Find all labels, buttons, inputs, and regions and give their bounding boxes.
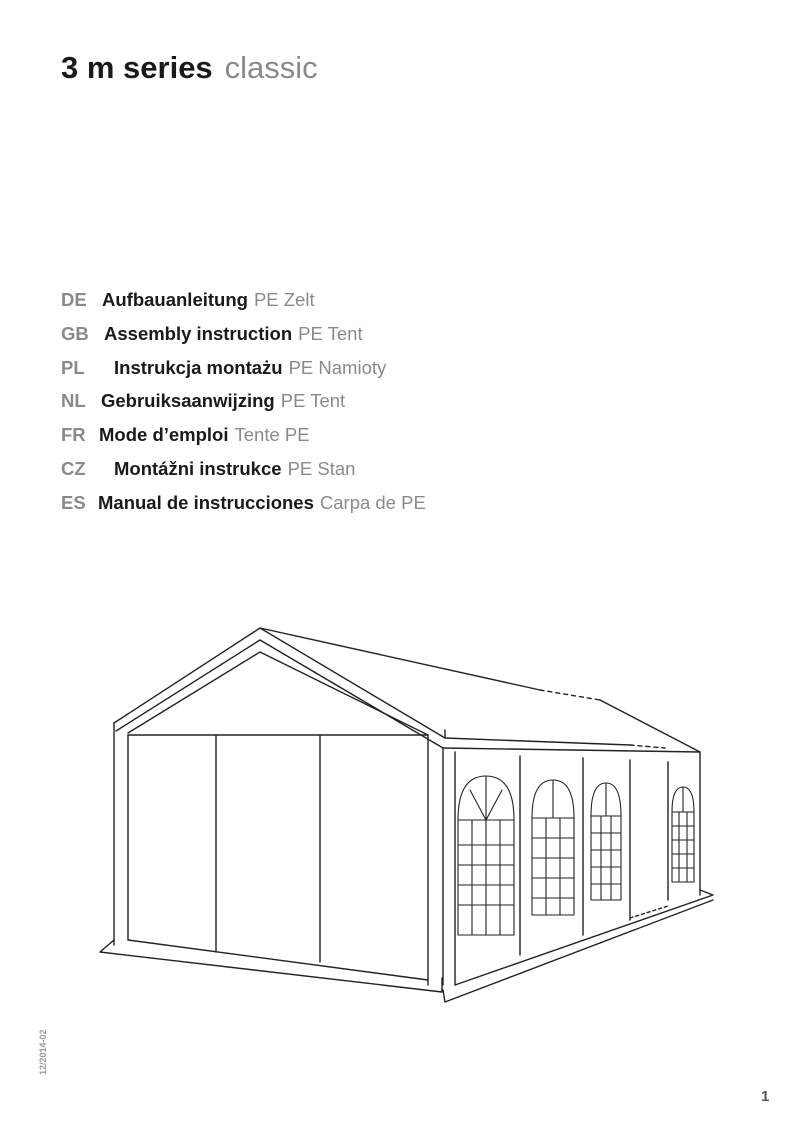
tent-illustration [95, 620, 715, 1010]
language-row-gb [61, 320, 426, 354]
language-product: Tente PE [234, 424, 310, 446]
window-4 [672, 787, 694, 882]
series-variant: classic [224, 50, 318, 85]
language-code: CZ [61, 457, 86, 479]
language-product: PE Namioty [288, 356, 387, 378]
language-product: PE Tent [280, 390, 346, 412]
language-row-pl [61, 354, 426, 388]
language-product: PE Tent [298, 322, 363, 344]
language-code: GB [61, 322, 89, 344]
language-code: PL [61, 356, 85, 378]
language-row-nl [61, 387, 426, 421]
language-title: Instrukcja montażu [114, 356, 283, 378]
language-list [61, 286, 426, 523]
page-title [61, 48, 318, 88]
language-row-es [61, 489, 426, 523]
language-code: ES [61, 491, 86, 513]
language-row-de [61, 286, 426, 320]
document-code: 12/2014-02 [38, 1029, 48, 1075]
language-code: FR [61, 424, 86, 446]
window-2 [532, 780, 574, 915]
language-product: Carpa de PE [319, 491, 426, 513]
language-title: Manual de instrucciones [98, 491, 314, 513]
window-3 [591, 783, 621, 900]
language-code: DE [61, 289, 87, 310]
language-code: NL [61, 390, 86, 412]
language-product: PE Zelt [253, 289, 315, 310]
language-title: Gebruiksaanwijzing [101, 390, 275, 412]
language-product: PE Stan [287, 457, 356, 479]
language-title: Mode d’emploi [99, 424, 229, 446]
language-title: Assembly instruction [104, 322, 293, 344]
language-title: Montážni instrukce [114, 457, 282, 479]
language-row-cz [61, 455, 426, 489]
series-title: 3 m series [61, 50, 213, 85]
language-row-fr [61, 421, 426, 455]
window-1 [458, 776, 514, 935]
language-title: Aufbauanleitung [102, 289, 248, 310]
page-number: 1 [761, 1088, 770, 1105]
